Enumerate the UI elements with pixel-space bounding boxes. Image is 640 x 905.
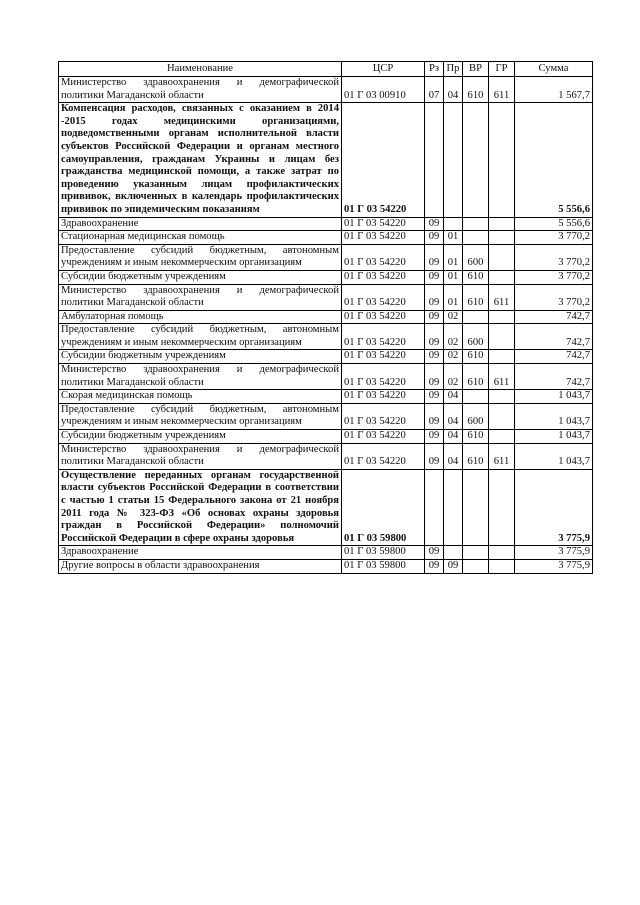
row-rz: 09	[425, 403, 444, 429]
row-csr: 01 Г 03 54220	[342, 103, 425, 217]
row-rz: 09	[425, 443, 444, 469]
row-pr	[444, 217, 463, 231]
row-pr: 04	[444, 390, 463, 404]
row-vr: 600	[463, 324, 489, 350]
row-gr: 611	[489, 284, 515, 310]
row-pr: 02	[444, 350, 463, 364]
row-sum: 1 043,7	[515, 443, 593, 469]
row-name: Здравоохранение	[59, 217, 342, 231]
row-pr: 04	[444, 403, 463, 429]
row-vr	[463, 217, 489, 231]
row-name: Другие вопросы в области здравоохранения	[59, 559, 342, 573]
row-name: Министерство здравоохранения и демографической политики Магаданской области	[59, 284, 342, 310]
row-rz: 09	[425, 324, 444, 350]
row-vr	[463, 469, 489, 546]
table-row	[59, 350, 593, 364]
row-csr: 01 Г 03 54220	[342, 231, 425, 245]
row-csr: 01 Г 03 54220	[342, 443, 425, 469]
row-sum: 742,7	[515, 364, 593, 390]
row-csr: 01 Г 03 00910	[342, 77, 425, 103]
row-name: Предоставление субсидий бюджетным, автономным учреждениям и иным некоммерческим организациям	[59, 324, 342, 350]
table-row	[59, 469, 593, 546]
row-rz: 09	[425, 310, 444, 324]
row-csr: 01 Г 03 54220	[342, 244, 425, 270]
header-rz: Рз	[425, 62, 444, 77]
row-gr	[489, 350, 515, 364]
row-csr: 01 Г 03 54220	[342, 270, 425, 284]
row-sum: 3 775,9	[515, 469, 593, 546]
row-gr	[489, 310, 515, 324]
row-rz: 09	[425, 284, 444, 310]
table-row	[59, 284, 593, 310]
table-row	[59, 244, 593, 270]
row-name: Предоставление субсидий бюджетным, автономным учреждениям и иным некоммерческим организациям	[59, 403, 342, 429]
table-row	[59, 403, 593, 429]
row-csr: 01 Г 03 54220	[342, 390, 425, 404]
row-vr: 610	[463, 364, 489, 390]
row-gr: 611	[489, 364, 515, 390]
table-row	[59, 443, 593, 469]
row-sum: 742,7	[515, 310, 593, 324]
row-csr: 01 Г 03 54220	[342, 310, 425, 324]
row-pr: 04	[444, 443, 463, 469]
row-sum: 3 775,9	[515, 546, 593, 560]
row-pr: 02	[444, 324, 463, 350]
row-vr	[463, 103, 489, 217]
row-pr: 01	[444, 270, 463, 284]
table-row	[59, 231, 593, 245]
row-gr: 611	[489, 77, 515, 103]
row-csr: 01 Г 03 54220	[342, 364, 425, 390]
row-pr: 02	[444, 364, 463, 390]
header-gr: ГР	[489, 62, 515, 77]
row-pr: 01	[444, 284, 463, 310]
row-vr: 600	[463, 403, 489, 429]
row-sum: 3 770,2	[515, 231, 593, 245]
row-gr	[489, 217, 515, 231]
row-csr: 01 Г 03 54220	[342, 403, 425, 429]
row-vr: 610	[463, 430, 489, 444]
row-gr	[489, 231, 515, 245]
row-csr: 01 Г 03 59800	[342, 469, 425, 546]
row-name: Субсидии бюджетным учреждениям	[59, 430, 342, 444]
row-name: Амбулаторная помощь	[59, 310, 342, 324]
row-rz: 09	[425, 231, 444, 245]
row-rz	[425, 469, 444, 546]
header-csr: ЦСР	[342, 62, 425, 77]
row-vr	[463, 546, 489, 560]
row-rz: 09	[425, 350, 444, 364]
row-name: Министерство здравоохранения и демографической политики Магаданской области	[59, 77, 342, 103]
row-pr: 02	[444, 310, 463, 324]
row-vr: 600	[463, 244, 489, 270]
table-row	[59, 559, 593, 573]
row-name: Скорая медицинская помощь	[59, 390, 342, 404]
header-name: Наименование	[59, 62, 342, 77]
row-vr	[463, 310, 489, 324]
row-vr: 610	[463, 443, 489, 469]
row-vr: 610	[463, 350, 489, 364]
row-csr: 01 Г 03 59800	[342, 546, 425, 560]
row-gr	[489, 559, 515, 573]
row-pr: 01	[444, 244, 463, 270]
table-body	[59, 77, 593, 574]
row-rz: 09	[425, 217, 444, 231]
row-sum: 5 556,6	[515, 217, 593, 231]
row-rz: 09	[425, 244, 444, 270]
row-name: Министерство здравоохранения и демографической политики Магаданской области	[59, 364, 342, 390]
row-rz: 09	[425, 546, 444, 560]
row-pr: 04	[444, 430, 463, 444]
row-rz	[425, 103, 444, 217]
row-sum: 1 043,7	[515, 390, 593, 404]
table-row	[59, 324, 593, 350]
row-csr: 01 Г 03 54220	[342, 324, 425, 350]
row-sum: 742,7	[515, 350, 593, 364]
row-vr	[463, 231, 489, 245]
row-pr: 09	[444, 559, 463, 573]
row-csr: 01 Г 03 59800	[342, 559, 425, 573]
row-rz: 09	[425, 390, 444, 404]
table-row	[59, 270, 593, 284]
row-rz: 09	[425, 270, 444, 284]
table-header-row	[59, 62, 593, 77]
row-gr	[489, 403, 515, 429]
row-gr	[489, 469, 515, 546]
row-pr	[444, 103, 463, 217]
header-pr: Пр	[444, 62, 463, 77]
row-vr: 610	[463, 77, 489, 103]
budget-table	[58, 61, 593, 574]
row-vr: 610	[463, 284, 489, 310]
table-row	[59, 77, 593, 103]
row-gr	[489, 324, 515, 350]
row-csr: 01 Г 03 54220	[342, 430, 425, 444]
row-pr	[444, 546, 463, 560]
table-row	[59, 430, 593, 444]
row-name: Здравоохранение	[59, 546, 342, 560]
row-gr	[489, 244, 515, 270]
table-row	[59, 103, 593, 217]
row-sum: 1 567,7	[515, 77, 593, 103]
row-name: Стационарная медицинская помощь	[59, 231, 342, 245]
row-vr	[463, 559, 489, 573]
row-sum: 3 770,2	[515, 270, 593, 284]
row-csr: 01 Г 03 54220	[342, 217, 425, 231]
table-row	[59, 390, 593, 404]
table-row	[59, 310, 593, 324]
row-rz: 09	[425, 364, 444, 390]
header-sum: Сумма	[515, 62, 593, 77]
row-vr: 610	[463, 270, 489, 284]
row-name: Компенсация расходов, связанных с оказанием в 2014 -2015 годах медицинскими организациями, подведомственными органам исполнительной власти субъектов Российской Федерации и органам местного самоуправления, гражданам Украины и лицам без гражданства медицинской помощи, а также затрат по проведению указанным лицам профилактических прививок, включенных в календарь профилактических прививок по эпидемическим показаниям	[59, 103, 342, 217]
row-sum: 3 770,2	[515, 244, 593, 270]
row-sum: 3 775,9	[515, 559, 593, 573]
row-name: Осуществление переданных органам государственной власти субъектов Российской Федерации в соответствии с частью 1 статьи 15 Федерального закона от 21 ноября 2011 года № 323-ФЗ «Об основах охраны здоровья граждан в Российской Федерации» полномочий Российской Федерации в сфере охраны здоровья	[59, 469, 342, 546]
row-rz: 09	[425, 430, 444, 444]
row-sum: 1 043,7	[515, 403, 593, 429]
row-pr: 04	[444, 77, 463, 103]
table-row	[59, 364, 593, 390]
table-row	[59, 546, 593, 560]
row-gr	[489, 270, 515, 284]
row-gr: 611	[489, 443, 515, 469]
row-gr	[489, 390, 515, 404]
row-gr	[489, 430, 515, 444]
row-name: Субсидии бюджетным учреждениям	[59, 270, 342, 284]
table-row	[59, 217, 593, 231]
row-pr	[444, 469, 463, 546]
row-sum: 1 043,7	[515, 430, 593, 444]
row-rz: 09	[425, 559, 444, 573]
row-sum: 742,7	[515, 324, 593, 350]
row-name: Министерство здравоохранения и демографической политики Магаданской области	[59, 443, 342, 469]
row-csr: 01 Г 03 54220	[342, 350, 425, 364]
row-name: Предоставление субсидий бюджетным, автономным учреждениям и иным некоммерческим организациям	[59, 244, 342, 270]
row-sum: 5 556,6	[515, 103, 593, 217]
row-vr	[463, 390, 489, 404]
row-gr	[489, 546, 515, 560]
header-vr: ВР	[463, 62, 489, 77]
row-rz: 07	[425, 77, 444, 103]
row-name: Субсидии бюджетным учреждениям	[59, 350, 342, 364]
row-csr: 01 Г 03 54220	[342, 284, 425, 310]
row-gr	[489, 103, 515, 217]
row-sum: 3 770,2	[515, 284, 593, 310]
row-pr: 01	[444, 231, 463, 245]
